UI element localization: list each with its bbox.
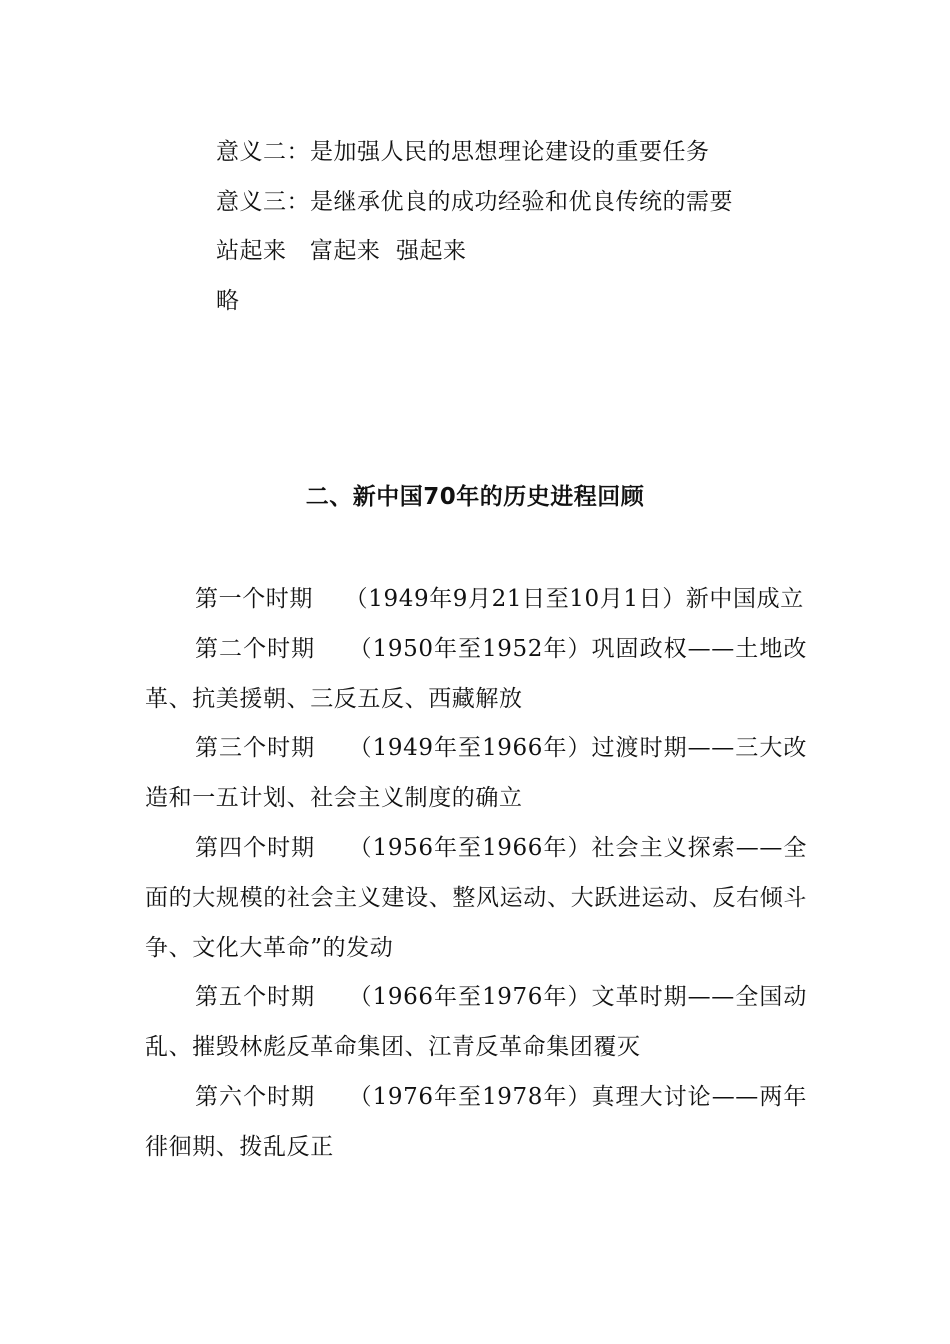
significance-line-2: 意义二：是加强人民的思想理论建设的重要任务: [216, 139, 710, 165]
period-paragraph-3: [145, 724, 807, 824]
period-text: （1949年至1966年）过渡时期——三大改造和一五计划、社会主义制度的确立: [145, 735, 807, 812]
period-text: （1950年至1952年）巩固政权——土地改革、抗美援朝、三反五反、西藏解放: [145, 635, 807, 712]
period-label: 第一个时期: [195, 586, 313, 612]
omitted-line: 略: [216, 287, 240, 314]
period-paragraph-5: [145, 973, 807, 1073]
period-label: 第二个时期: [195, 635, 316, 662]
period-text: （1949年9月21日至10月1日）新中国成立: [344, 586, 804, 612]
period-text: （1956年至1966年）社会主义探索——全面的大规模的社会主义建设、整风运动、大跃进运动、反右倾斗争、文化大革命”的发动: [145, 834, 807, 961]
period-paragraph-4: [145, 824, 807, 973]
significance-line-3: 意义三：是继承优良的成功经验和优良传统的需要: [216, 188, 733, 215]
period-paragraph-2: [145, 625, 807, 725]
slogan-line: 站起来 富起来 强起来: [216, 238, 467, 264]
period-text: （1966年至1976年）文革时期——全国动乱、摧毁林彪反革命集团、江青反革命集团覆灭: [145, 984, 807, 1061]
period-paragraph-1: [145, 575, 807, 625]
period-label: 第三个时期: [195, 735, 316, 762]
history-periods: [145, 575, 807, 1173]
period-label: 第四个时期: [195, 834, 316, 861]
significance-list: [216, 128, 836, 326]
period-label: 第六个时期: [195, 1083, 316, 1110]
period-paragraph-6: [145, 1073, 807, 1173]
period-text: （1976年至1978年）真理大讨论——两年徘徊期、拨乱反正: [145, 1083, 807, 1160]
period-label: 第五个时期: [195, 984, 316, 1011]
section-heading: 二、新中国70年的历史进程回顾: [305, 484, 645, 510]
